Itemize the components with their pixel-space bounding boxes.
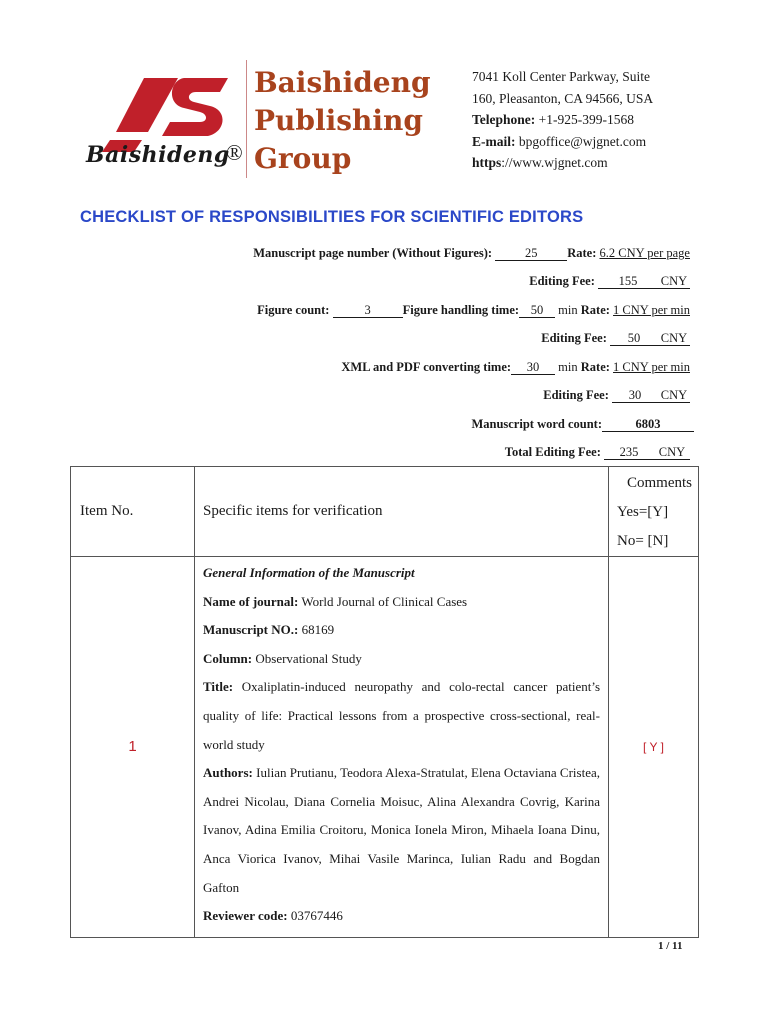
table-row — [71, 557, 699, 938]
email-line[interactable]: E-mail: bpgoffice@wjgnet.com — [472, 133, 647, 149]
figure-row: Figure count: 3 Figure handling time: 50 min Rate: 1 CNY per min — [257, 303, 690, 317]
registered-mark: ® — [226, 140, 243, 165]
figure-time-value: 50 — [519, 304, 555, 318]
reviewer-line: Reviewer code: 03767446 — [203, 908, 343, 924]
publisher-name — [254, 64, 431, 178]
address-line1: 7041 Koll Center Parkway, Suite — [472, 69, 650, 84]
comment-value[interactable]: [ Y ] — [609, 557, 699, 938]
manuscript-rate-value: 6.2 CNY per page — [599, 246, 690, 260]
editing-fee-row-1: Editing Fee: 155 CNY — [529, 274, 690, 289]
publisher-name-line2: Publishing — [254, 104, 423, 137]
manuscript-pages-row: Manuscript page number (Without Figures): 25 Rate: 6.2 CNY per page — [253, 246, 690, 260]
editing-fee-value-1: 155 — [598, 275, 658, 289]
journal-line: Name of journal: World Journal of Clinical Cases — [203, 593, 468, 609]
contact-block — [472, 66, 653, 174]
page-number: 1 / 11 — [658, 940, 683, 952]
editing-fee-row-2: Editing Fee: 50 CNY — [541, 331, 690, 346]
title-line: Title: Oxaliplatin-induced neuropathy and colo-rectal cancer patient’s quality of life: Practical lessons from a prospective cross-sectional, real-world study — [203, 679, 601, 752]
word-count-value: 6803 — [602, 418, 694, 432]
editing-fee-value-2: 50 — [610, 332, 658, 346]
header-item-no: Item No. — [71, 467, 195, 557]
total-fee-value: 235 — [604, 446, 654, 460]
editing-fee-row-3: Editing Fee: 30 CNY — [543, 388, 690, 403]
address-line2: 160, Pleasanton, CA 94566, USA — [472, 90, 654, 106]
manuscript-pages-value: 25 — [495, 247, 567, 261]
telephone-line: Telephone: +1-925-399-1568 — [472, 112, 634, 127]
word-count-row: Manuscript word count: 6803 — [471, 417, 694, 432]
checklist-table — [70, 466, 699, 938]
brand-wordmark: Baishideng — [86, 142, 230, 168]
header-comments: Comments Yes=[Y] No= [N] — [609, 467, 699, 557]
publisher-name-line3: Group — [254, 142, 352, 175]
editing-fee-value-3: 30 — [612, 389, 658, 403]
table-header-row — [71, 467, 699, 557]
manuscript-no-line: Manuscript NO.: 68169 — [203, 622, 335, 638]
item-details — [195, 557, 609, 938]
website-line[interactable]: https://www.wjgnet.com — [472, 155, 608, 170]
header-divider — [246, 60, 247, 178]
figure-count-value: 3 — [333, 304, 403, 318]
xml-row: XML and PDF converting time: 30 min Rate: 1 CNY per min — [341, 360, 690, 374]
header-specific-items: Specific items for verification — [195, 467, 609, 557]
item-number: 1 — [71, 557, 195, 938]
xml-time-value: 30 — [511, 361, 555, 375]
total-fee-row: Total Editing Fee: 235 CNY — [505, 445, 690, 460]
document-title: CHECKLIST OF RESPONSIBILITIES FOR SCIENTIFIC EDITORS — [80, 208, 584, 226]
column-line: Column: Observational Study — [203, 650, 362, 666]
publisher-name-line1: Baishideng — [254, 66, 431, 99]
section-heading: General Information of the Manuscript — [203, 565, 415, 580]
authors-line: Authors: Iulian Prutianu, Teodora Alexa-Stratulat, Elena Octaviana Cristea, Andrei Nicolau, Diana Cornelia Moisuc, Alina Alexandra Covrig, Karina Ivanov, Adina Emilia Croitoru, Monica Ionela Miron, Mihaela Ioana Dinu, Anca Viorica Ivanov, Mihai Vasile Marinca, Iulian Radu and Bogdan Gafton — [203, 765, 600, 895]
